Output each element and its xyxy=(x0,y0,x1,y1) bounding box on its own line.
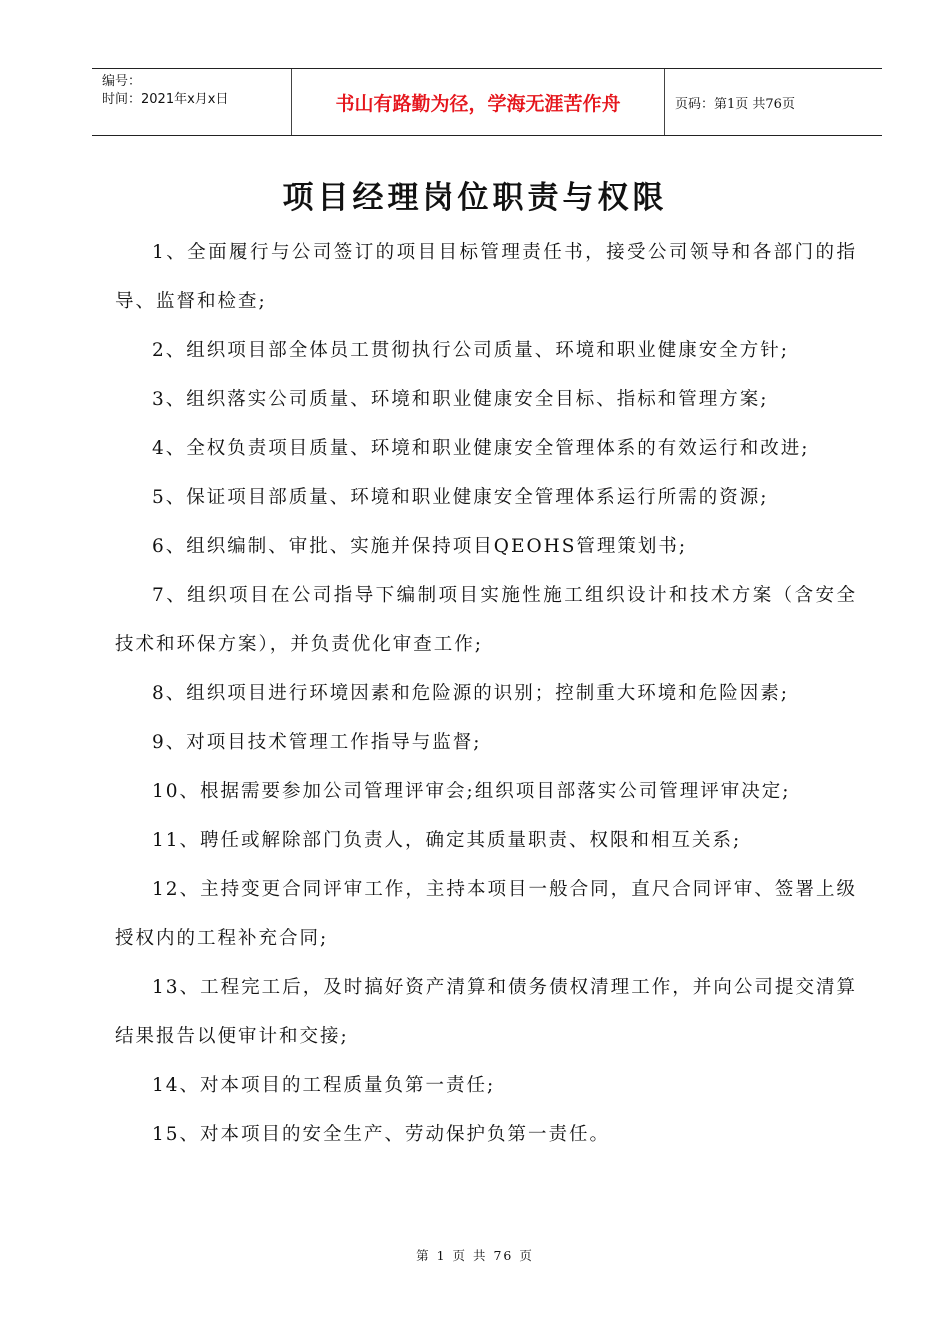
paragraph-3: 3、组织落实公司质量、环境和职业健康安全目标、指标和管理方案; xyxy=(152,389,769,410)
number-label: 编号： xyxy=(102,74,142,89)
paragraph-15: 15、对本项目的安全生产、劳动保护负第一责任。 xyxy=(152,1124,611,1145)
paragraph-7: 7、组织项目在公司指导下编制项目实施性施工组织设计和技术方案（含安全技术和环保方案），并负责优化审查工作; xyxy=(115,585,857,655)
paragraph-12: 12、主持变更合同评审工作，主持本项目一般合同，直尺合同评审、签署上级授权内的工程补充合同; xyxy=(115,879,857,949)
paragraph-6: 6、组织编制、审批、实施并保持项目QEOHS管理策划书; xyxy=(152,536,688,557)
page-header xyxy=(92,68,882,136)
paragraph-13: 13、工程完工后，及时搞好资产清算和债务债权清理工作，并向公司提交清算结果报告以便审计和交接; xyxy=(115,977,857,1047)
document-body xyxy=(115,228,857,1159)
paragraph-11: 11、聘任或解除部门负责人，确定其质量职责、权限和相互关系; xyxy=(152,830,742,851)
paragraph-2: 2、组织项目部全体员工贯彻执行公司质量、环境和职业健康安全方针; xyxy=(152,340,790,361)
page-footer: 第 1 页 共 76 页 xyxy=(416,1248,534,1263)
paragraph-1: 1、全面履行与公司签订的项目目标管理责任书，接受公司领导和各部门的指导、监督和检查; xyxy=(115,242,857,312)
header-meta xyxy=(92,69,292,135)
paragraph-4: 4、全权负责项目质量、环境和职业健康安全管理体系的有效运行和改进; xyxy=(152,438,810,459)
header-page-info: 页码：第1页 共76页 xyxy=(675,96,795,112)
header-motto: 书山有路勤为径，学海无涯苦作舟 xyxy=(292,69,665,135)
paragraph-5: 5、保证项目部质量、环境和职业健康安全管理体系运行所需的资源; xyxy=(152,487,769,508)
paragraph-8: 8、组织项目进行环境因素和危险源的识别；控制重大环境和危险因素; xyxy=(152,683,790,704)
paragraph-10: 10、根据需要参加公司管理评审会;组织项目部落实公司管理评审决定; xyxy=(152,781,791,802)
time-label: 时间：2021年x月x日 xyxy=(102,92,229,107)
paragraph-9: 9、对项目技术管理工作指导与监督; xyxy=(152,732,482,753)
paragraph-14: 14、对本项目的工程质量负第一责任; xyxy=(152,1075,496,1096)
document-title: 项目经理岗位职责与权限 xyxy=(282,180,668,216)
